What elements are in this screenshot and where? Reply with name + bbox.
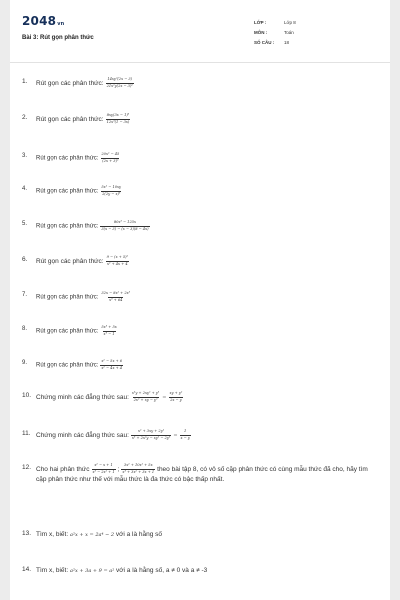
exercise-item (22, 326, 120, 337)
header-divider (10, 62, 390, 63)
exercise-item (22, 392, 185, 403)
exercise-number: 10. (22, 392, 32, 399)
exercise-text: Rút gọn các phân thức: $\frac{\text{5x³ + 5x}}{\text{x⁴ − 1}}$ (36, 325, 117, 336)
fraction: $\frac{\text{5x² − 10xy}}{\text{2(2y − x)³}}$ (101, 185, 122, 196)
exercise-item (22, 78, 136, 89)
exercise-number: 6. (22, 256, 28, 263)
fraction: $\frac{\text{x² − 5x + 6}}{\text{x² − 4x + 4}}$ (101, 359, 123, 370)
meta-value: Toán (284, 29, 294, 35)
exercise-number: 11. (22, 430, 31, 437)
exercise-text: Rút gọn các phân thức: $\frac{\text{x² − 5x + 6}}{\text{x² − 4x + 4}}$ (36, 359, 123, 370)
meta-label: SỐ CÂU : (254, 39, 275, 45)
site-logo[interactable]: 2048vn (22, 14, 65, 28)
exercise-item (22, 256, 131, 267)
exercise-item (22, 566, 207, 576)
exercise-text: Tìm x, biết: a²x + 3a + 9 = a² với a là hằng số, a ≠ 0 và a ≠ -3 (36, 567, 208, 574)
lesson-title: Bài 3: Rút gọn phân thức (22, 35, 94, 41)
meta-label: MÔN : (254, 29, 268, 35)
fraction: $\frac{\text{14xy⁵(2x − 3)}}{\text{21x²y(2x − 3)²}}$ (106, 77, 133, 88)
exercise-text: Rút gọn các phân thức: $\frac{\text{80x³ − 125x}}{3(x - 3) - (x - 3)(8 - 4x)}$ (36, 220, 149, 231)
fraction: $\frac{\text{xy + y²}}{2x - y}$ (169, 391, 183, 402)
fraction: $\frac{\text{5x³ + 5x}}{\text{x⁴ − 1}}$ (101, 325, 117, 336)
exercise-item (22, 153, 122, 164)
exercise-text: Rút gọn các phân thức: $\frac{\text{9 − (x + 5)²}}{\text{x² + 4x + 4}}$ (36, 255, 129, 266)
exercise-item (22, 430, 193, 441)
worksheet-meta (254, 17, 296, 47)
fraction: $\frac{\text{8xy(3x − 1)³}}{\text{12x³(1 − 3x)}}$ (106, 113, 130, 124)
exercise-text: Chứng minh các đẳng thức sau: $\frac{\text{x² + 3xy + 2y²}}{\text{x³ + 2x²y − xy² − 2y³}}$ = $\frac{1}{x - y}$ (36, 429, 190, 440)
exercise-number: 9. (22, 360, 28, 366)
worksheet-page (10, 0, 390, 600)
meta-class-row (254, 17, 296, 27)
exercise-item (22, 221, 152, 232)
exercise-number: 3. (22, 153, 28, 159)
exercise-number: 2. (22, 114, 28, 121)
exercise-item (22, 464, 372, 485)
exercise-number: 12. (22, 464, 32, 471)
fraction: $\frac{\text{9 − (x + 5)²}}{\text{x² + 4x + 4}}$ (106, 255, 129, 266)
meta-value: 18 (284, 39, 290, 45)
meta-value: Lớp 8 (284, 19, 296, 25)
exercise-text: Cho hai phân thức $\frac{\text{x² − x + 1}}{\text{x³ − 2x² + 1}}$ ; $\frac{\text{3x² + 10x² + 5x}}{\text{x³ + 3x² + 3x + 1}}$ theo bài tập 8, có vô số cặp phân thức có cùng mẫu thức đã cho, hãy tìm cặp phân thức như thế với mẫu thức là đa thức có bậc thấp nhất. (36, 463, 368, 483)
fraction: $\frac{\text{80x³ − 125x}}{3(x - 3) - (x - 3)(8 - 4x)}$ (101, 220, 149, 231)
exercise-text: Rút gọn các phân thức: $\frac{\text{14xy⁵(2x − 3)}}{\text{21x²y(2x − 3)²}}$ (36, 77, 133, 88)
exercise-text: Rút gọn các phân thức: $\frac{\text{32x − 8x² + 2x³}}{\text{x³ + 64}}$ (36, 291, 131, 302)
exercise-number: 13. (22, 530, 32, 537)
fraction: $\frac{1}{x - y}$ (180, 429, 190, 440)
fraction: $\frac{\text{20x² − 45}}{\text{(2x + 3)²}}$ (101, 152, 120, 163)
exercise-item (22, 530, 162, 540)
exercise-number: 1. (22, 78, 28, 85)
fraction: $\frac{\text{x² − x + 1}}{\text{x³ − 2x² + 1}}$ (92, 463, 115, 474)
exercise-number: 7. (22, 292, 28, 298)
worksheet-header (10, 0, 390, 62)
exercise-item (22, 360, 125, 371)
meta-subject-row (254, 27, 296, 37)
meta-label: LỚP : (254, 19, 267, 25)
exercise-text: Tìm x, biết: a²x + x = 2a⁴ − 2 với a là hằng số (36, 531, 163, 538)
fraction: $\frac{\text{3x² + 10x² + 5x}}{\text{x³ + 3x² + 3x + 1}}$ (122, 463, 155, 474)
exercise-item (22, 114, 132, 125)
fraction: $\frac{\text{x² + 3xy + 2y²}}{\text{x³ + 2x²y − xy² − 2y³}}$ (131, 429, 171, 440)
exercise-number: 8. (22, 326, 28, 332)
exercise-text: Chứng minh các đẳng thức sau: $\frac{\text{x³y + 2xy² + y³}}{\text{2x² + xy − y²}}$ = $\frac{\text{xy + y²}}{2x - y}$ (36, 391, 183, 402)
exercise-item (22, 292, 133, 303)
exercise-text: Rút gọn các phân thức: $\frac{\text{20x² − 45}}{\text{(2x + 3)²}}$ (36, 152, 120, 163)
meta-count-row (254, 37, 296, 47)
exercise-text: Rút gọn các phân thức: $\frac{\text{8xy(3x − 1)³}}{\text{12x³(1 − 3x)}}$ (36, 113, 130, 124)
exercise-number: 5. (22, 221, 28, 227)
fraction: $\frac{\text{32x − 8x² + 2x³}}{\text{x³ + 64}}$ (101, 291, 131, 302)
exercise-number: 14. (22, 566, 32, 573)
fraction: $\frac{\text{x³y + 2xy² + y³}}{\text{2x² + xy − y²}}$ (131, 391, 160, 402)
exercise-number: 4. (22, 186, 28, 192)
exercise-text: Rút gọn các phân thức: $\frac{\text{5x² − 10xy}}{\text{2(2y − x)³}}$ (36, 185, 122, 196)
exercise-item (22, 186, 124, 197)
